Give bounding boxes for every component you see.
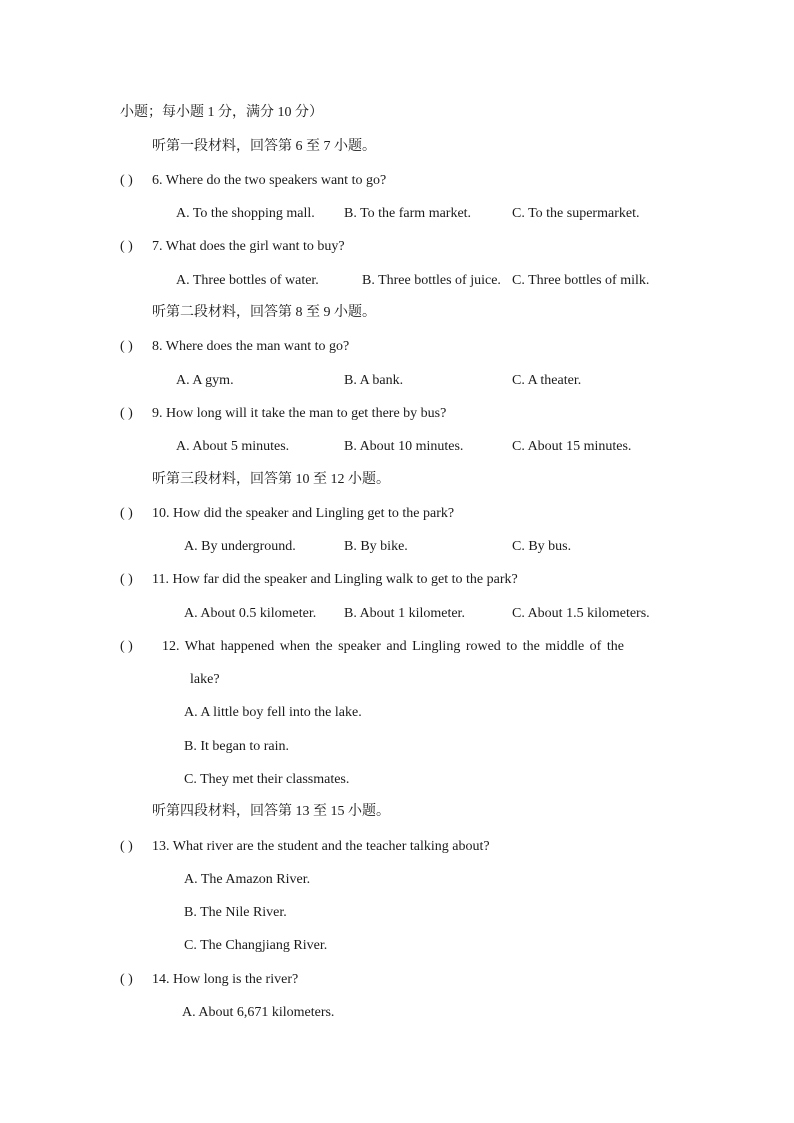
section-heading-4: 听第四段材料，回答第 13 至 15 小题。 xyxy=(152,804,390,819)
option-10b: B. By bike. xyxy=(344,539,408,554)
option-8a: A. A gym. xyxy=(176,373,234,388)
question-8 xyxy=(120,338,349,356)
option-12c: C. They met their classmates. xyxy=(184,772,350,787)
option-6a: A. To the shopping mall. xyxy=(176,206,315,221)
option-9a: A. About 5 minutes. xyxy=(176,439,290,454)
answer-blank[interactable]: ( ) xyxy=(120,839,133,854)
question-text: 9. How long will it take the man to get there by bus? xyxy=(152,406,447,421)
option-10c: C. By bus. xyxy=(512,539,572,554)
answer-blank[interactable]: ( ) xyxy=(120,406,133,421)
option-8b: B. A bank. xyxy=(344,373,404,388)
option-13b: B. The Nile River. xyxy=(184,905,287,920)
question-10 xyxy=(120,505,454,523)
option-10a: A. By underground. xyxy=(184,539,296,554)
question-text: 14. How long is the river? xyxy=(152,972,299,987)
instruction-intro: 小题；每小题 1 分，满分 10 分） xyxy=(120,105,323,120)
answer-blank[interactable]: ( ) xyxy=(120,506,133,521)
answer-blank[interactable]: ( ) xyxy=(120,639,133,654)
option-11a: A. About 0.5 kilometer. xyxy=(184,606,317,621)
question-14 xyxy=(120,971,298,989)
option-6b: B. To the farm market. xyxy=(344,206,472,221)
answer-blank[interactable]: ( ) xyxy=(120,173,133,188)
question-text: 10. How did the speaker and Lingling get to the park? xyxy=(152,506,455,521)
question-11 xyxy=(120,571,518,589)
option-13c: C. The Changjiang River. xyxy=(184,938,328,953)
option-12b: B. It began to rain. xyxy=(184,739,289,754)
question-text: 6. Where do the two speakers want to go? xyxy=(152,173,387,188)
question-text: 7. What does the girl want to buy? xyxy=(152,239,345,254)
option-7a: A. Three bottles of water. xyxy=(176,273,319,288)
option-7c: C. Three bottles of milk. xyxy=(512,273,650,288)
option-8c: C. A theater. xyxy=(512,373,582,388)
question-9 xyxy=(120,405,446,423)
option-14a: A. About 6,671 kilometers. xyxy=(182,1005,335,1020)
question-12 xyxy=(120,638,624,656)
section-heading-1: 听第一段材料，回答第 6 至 7 小题。 xyxy=(152,139,376,154)
question-12-continued: lake? xyxy=(190,672,220,687)
answer-blank[interactable]: ( ) xyxy=(120,339,133,354)
option-11c: C. About 1.5 kilometers. xyxy=(512,606,650,621)
question-text: 13. What river are the student and the teacher talking about? xyxy=(152,839,490,854)
answer-blank[interactable]: ( ) xyxy=(120,972,133,987)
question-text: 8. Where does the man want to go? xyxy=(152,339,350,354)
option-12a: A. A little boy fell into the lake. xyxy=(184,705,362,720)
option-13a: A. The Amazon River. xyxy=(184,872,311,887)
answer-blank[interactable]: ( ) xyxy=(120,239,133,254)
question-text: 11. How far did the speaker and Lingling walk to get to the park? xyxy=(152,572,518,587)
option-9b: B. About 10 minutes. xyxy=(344,439,464,454)
section-heading-2: 听第二段材料，回答第 8 至 9 小题。 xyxy=(152,305,376,320)
option-9c: C. About 15 minutes. xyxy=(512,439,632,454)
option-7b: B. Three bottles of juice. xyxy=(362,273,501,288)
question-13 xyxy=(120,838,490,856)
question-text: 12. What happened when the speaker and Lingling rowed to the middle of the xyxy=(162,639,624,654)
option-6c: C. To the supermarket. xyxy=(512,206,640,221)
question-7 xyxy=(120,238,345,256)
section-heading-3: 听第三段材料，回答第 10 至 12 小题。 xyxy=(152,472,390,487)
question-6 xyxy=(120,172,386,190)
option-11b: B. About 1 kilometer. xyxy=(344,606,465,621)
answer-blank[interactable]: ( ) xyxy=(120,572,133,587)
